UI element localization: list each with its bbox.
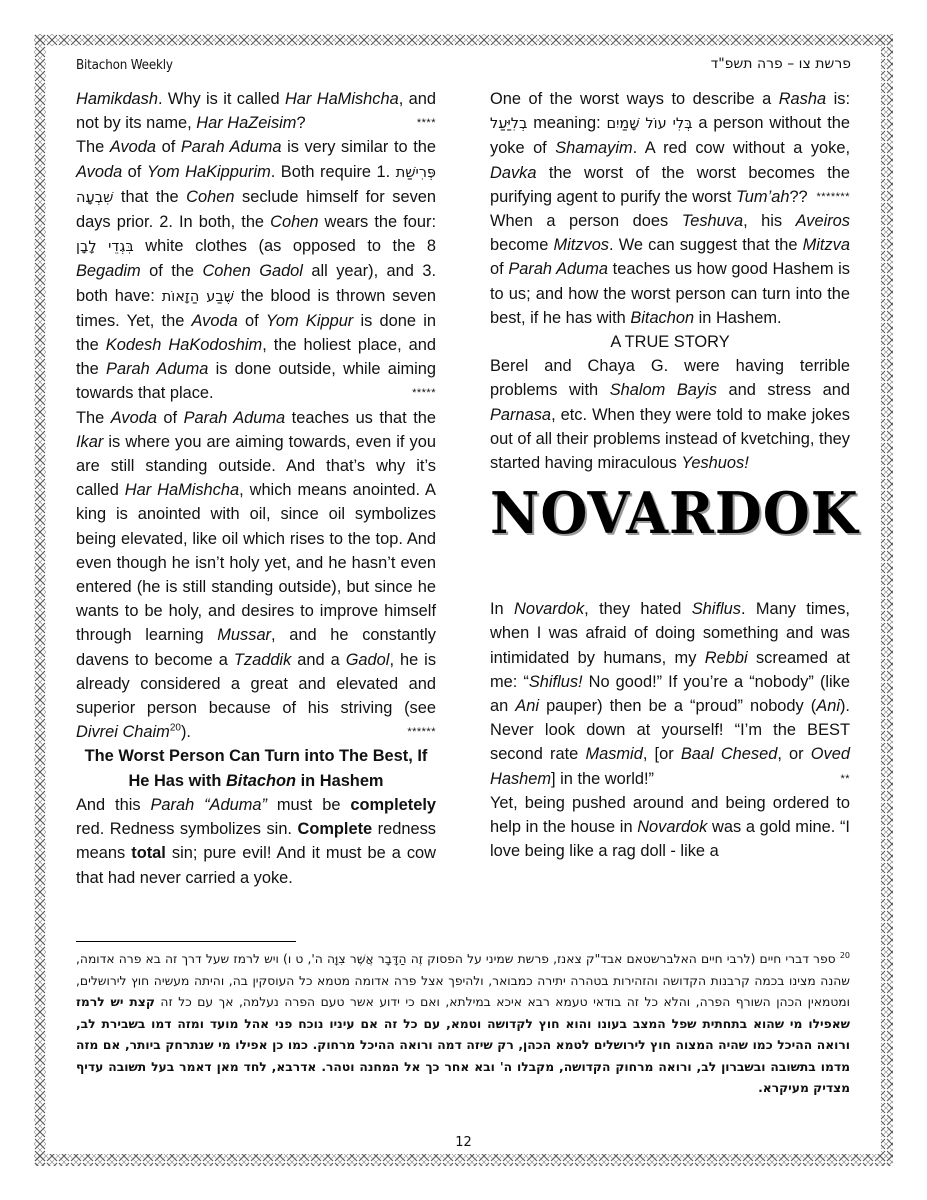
hebrew-phrase: בְּלִי עוֹל שָׁמַיִם: [606, 116, 693, 133]
section-separator-stars: ******: [407, 726, 436, 739]
footnote-separator-rule: [76, 941, 296, 942]
section-separator-stars: ****: [416, 117, 436, 130]
paragraph: Hamikdash. Why is it called Har HaMishcha, and not by its name, Har HaZeisim? ****: [76, 87, 436, 135]
footnote: [76, 949, 850, 1100]
right-column: [490, 87, 859, 863]
paragraph: The Avoda of Parah Aduma is very similar to the Avoda of Yom HaKippurim. Both require 1. פְּרִישַׁת שִׁבְעָה that the Cohen seclude himself for seven days prior. 2. In both, the Cohen wears the four: בִּגְדֵי לָבָן white clothes (as opposed to the 8 Begadim of the Cohen Gadol all year), and 3. both have: שֶׁבַע הַזָאוֹת the blood is thrown seven times. Yet, the Avoda of Yom Kippur is done in the Kodesh HaKodoshim, the holiest place, and the Parah Aduma is done outside, while aiming towards that place. *****: [76, 135, 436, 405]
footnote-bold-text: קצת יש לרמז שאפילו מי שהוא בתחתית שפל המצב בעונו והוא חוץ לקדושה וטמא, עם כל זה אם עיניו נוכח פני אהל מועד ומזה דמו בשבירת לב, ורואה ההיכל כמו שהיה המצוה חוץ לירושלים לטמא הכהן, רק שיזה דמה ורואה ההיכל מרחוק. כמו כן אפילו מי שנתרחק ביותר, אם מזה מדמו בתשובה ובשברון לב, ורואה מרחוק הקדושה, מקבלו ה' ובא אחר כך אל המחנה וטהר. אדרבא, לחד מאן דאמר בעל תשובה עדיף מצדיק מעיקרא.: [76, 995, 850, 1095]
hebrew-phrase: בְלִיַּעַל: [490, 116, 528, 133]
section-separator-stars: *******: [816, 190, 850, 203]
parsha-title: פרשת צו – פרה תשפ"ד: [710, 56, 851, 72]
footnote-number: 20: [839, 950, 850, 960]
novardok-title: NOVARDOK: [490, 479, 859, 547]
paragraph: The Avoda of Parah Aduma teaches us that the Ikar is where you are aiming towards, even if you are still standing outside. And that’s why it’s called Har HaMishcha, which means anointed. A king is anointed with oil, since oil symbolizes being elevated, like oil which rises to the top. And even though he isn’t holy yet, and he hasn’t even entered (he is still standing outside), but since he wants to be holy, and desires to improve himself through learning Mussar, and he constantly davens to become a Tzaddik and a Gadol, he is already considered a great and elevated and superior person because of his striving (see Divrei Chaim$^{20}$). ******: [76, 406, 436, 745]
section-separator-stars: *****: [412, 387, 436, 400]
footnote-text: ספר דברי חיים (לרבי חיים האלברשטאם אבד"ק צאנז, פרשת שמיני על הפסוק זֶה הַדָּבָר אֲשֶׁר צִוָּה ה', ט ו) ויש לרמז שעל דרך זה בא פרה אדומה, שהנה מצינו בכמה קרבנות הקדושה והזהירות בטהרה יתירה כמבואר, ולהיפך אצל פרה אדומה מטמא כל העוסקין בה, והיתה מעשיה חוץ לירושלים, ומטמאין הכהן השורף הפרה, והלא כל זה בודאי טעמא רבא איכא במילתא, ואם כי ידוע אשר טעם הפרה נעלמה, אך עם כל זה: [76, 952, 850, 1009]
hebrew-phrase: בִּגְדֵי לָבָן: [76, 239, 134, 256]
paragraph: In Novardok, they hated Shiflus. Many times, when I was afraid of doing something and was intimidated by humans, my Rebbi screamed at me: “Shiflus! No good!” If you’re a “nobody” (like an Ani pauper) then be a “proud” nobody (Ani). Never look down at yourself! “I’m the BEST second rate Masmid, [or Baal Chesed, or Oved Hashem] in the world!” **: [490, 597, 850, 791]
section-separator-stars: **: [840, 772, 850, 785]
paragraph: When a person does Teshuva, his Aveiros become Mitzvos. We can suggest that the Mitzva of Parah Aduma teaches us how good Hashem is to us; and how the worst person can turn into the best, if he has with Bitachon in Hashem.: [490, 212, 850, 327]
page-number: 12: [455, 1135, 472, 1150]
paragraph: One of the worst ways to describe a Rasha is: בְלִיַּעַל meaning: בְּלִי עוֹל שָׁמַיִם a person without the yoke of Shamayim. A red cow without a yoke, Davka the worst of the worst becomes the purifying agent to purify the worst Tum’ah?? *******: [490, 87, 850, 209]
paragraph: Yet, being pushed around and being ordered to help in the house in Novardok was a gold mine. “I love being like a rag doll - like a: [490, 793, 850, 861]
footnote-reference[interactable]: 20: [169, 722, 181, 734]
story-heading: A TRUE STORY: [610, 333, 730, 352]
paragraph: And this Parah “Aduma” must be completely red. Redness symbolizes sin. Complete redness means total sin; pure evil! And it must be a cow that had never carried a yoke.: [76, 795, 437, 887]
hebrew-phrase: פְּרִישַׁת שִׁבְעָה: [76, 164, 436, 206]
hebrew-phrase: שֶׁבַע הַזָאוֹת: [161, 288, 235, 305]
left-column: [76, 87, 436, 890]
novardok-title-graphic: [490, 479, 859, 571]
publication-title: Bitachon Weekly: [76, 58, 173, 73]
section-heading: The Worst Person Can Turn into The Best, If He Has with Bitachon in Hashem: [84, 747, 428, 790]
paragraph: Berel and Chaya G. were having terrible problems with Shalom Bayis and stress and Parnasa, etc. When they were told to make jokes out of all their problems instead of kvetching, they started having miraculous Yeshuos!: [490, 357, 850, 473]
